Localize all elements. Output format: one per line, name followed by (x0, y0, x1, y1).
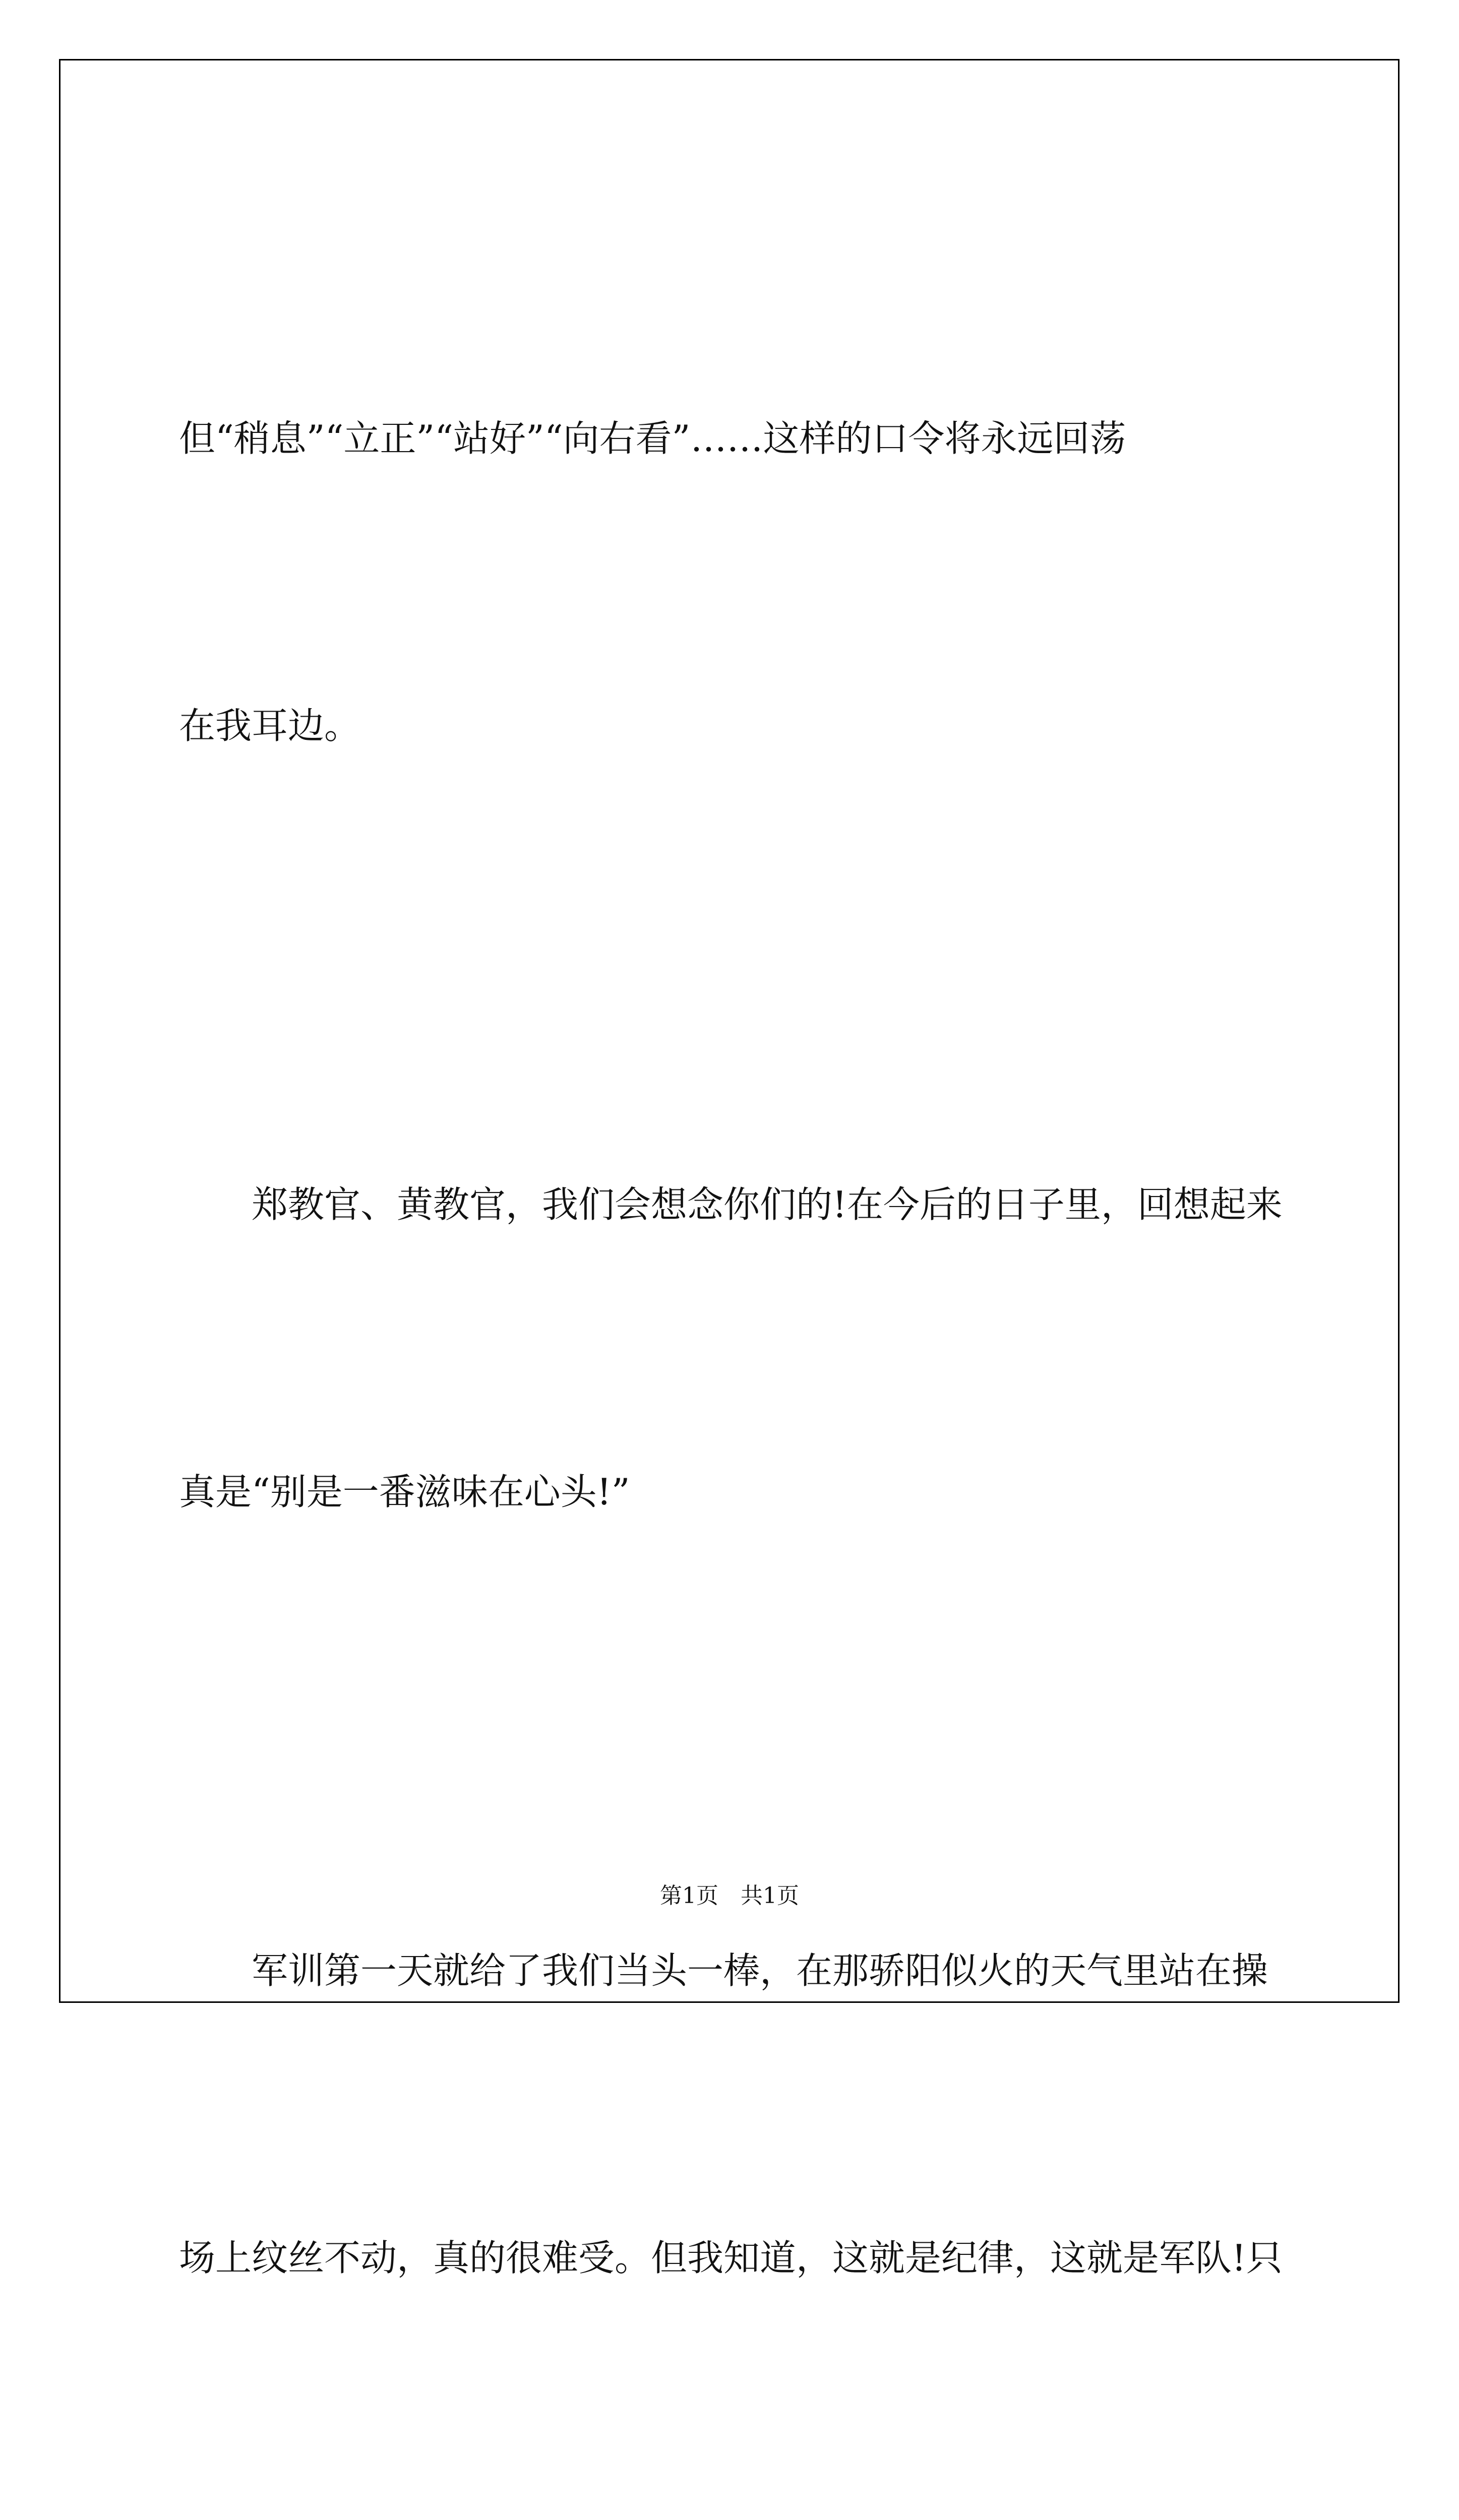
paragraph-1 (179, 199, 1288, 965)
text-line: 但“稍息”“立正”“站好”“向右看”……这样的口令将永远回荡 (179, 417, 1126, 460)
text-line: 场上纹丝不动，真的很难受。但我知道，这就是纪律，这就是军队!只 (179, 2237, 1283, 2279)
text-line: 军训第一天就给了我们当头一棒，在那骄阳似火的天气里站在操 (179, 1949, 1268, 1992)
text-line: 真是“别是一番滋味在心头!” (179, 1471, 630, 1513)
paragraph-2 (179, 965, 1288, 1731)
text-line: 在我耳边。 (179, 705, 361, 747)
text-line: 郑教官、黄教官，我们会想念你们的!在今后的日子里，回想起来 (179, 1183, 1283, 1226)
paragraph-3 (179, 1731, 1288, 2520)
text-line (179, 2497, 1288, 2520)
page-footer: 第1页 共1页 (660, 1883, 799, 1909)
document-body (179, 199, 1288, 2520)
